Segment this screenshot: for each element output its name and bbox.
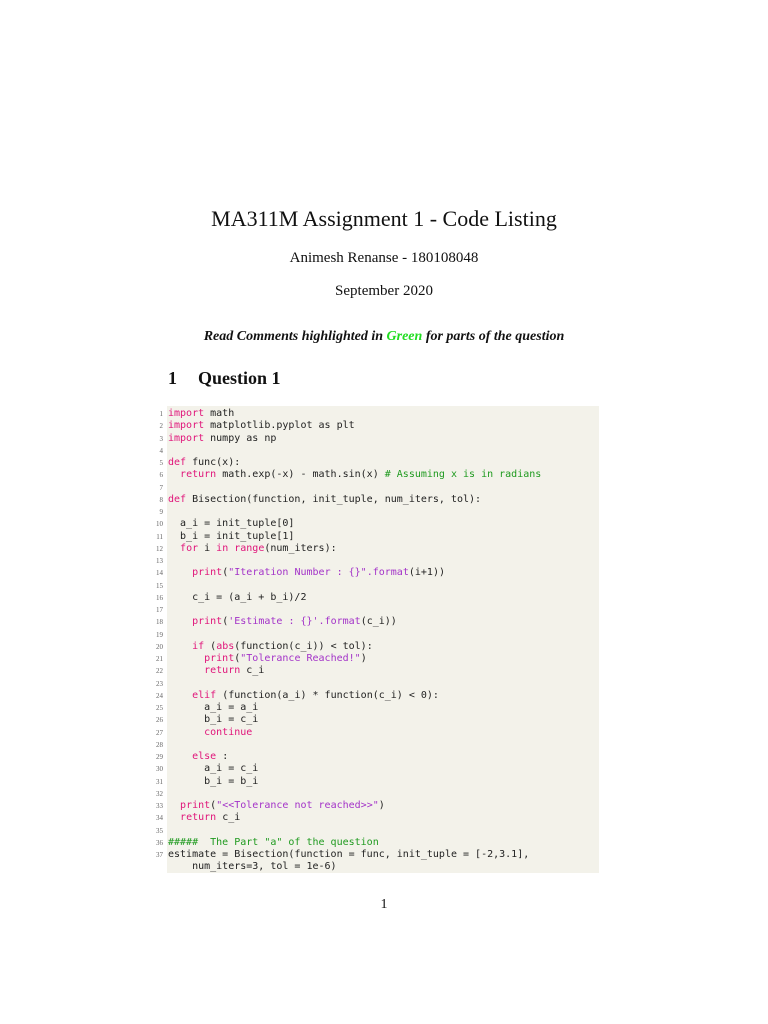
code-text: [168, 776, 258, 788]
code-line: [159, 408, 599, 420]
code-keyword: print: [192, 616, 223, 628]
code-token: [168, 469, 180, 480]
line-number: 33: [156, 802, 163, 810]
line-number: 2: [159, 422, 163, 431]
line-number: 12: [156, 544, 163, 553]
section-heading: [168, 368, 281, 389]
code-string: "<<Tolerance not reached>>": [216, 800, 379, 811]
code-token: (: [222, 567, 229, 579]
line-number: 26: [156, 716, 163, 725]
line-number: 36: [156, 838, 163, 847]
line-number: 23: [156, 679, 163, 688]
code-text: [168, 849, 529, 861]
note-prefix: Read Comments highlighted in: [203, 329, 387, 344]
code-line: [159, 457, 599, 469]
code-line: [156, 629, 599, 641]
code-token: [168, 653, 204, 664]
code-line: [156, 689, 599, 702]
code-keyword: import: [168, 432, 205, 444]
code-line: [159, 493, 599, 506]
line-number: 28: [156, 740, 163, 749]
code-line: [156, 518, 599, 530]
code-token: numpy as np: [204, 432, 277, 444]
code-line: [159, 482, 599, 494]
page-number: 1: [380, 897, 388, 912]
line-number: 20: [156, 642, 163, 651]
code-text: [168, 861, 337, 873]
code-text: [168, 531, 294, 543]
section-title: Question 1: [198, 368, 281, 388]
code-text: [168, 751, 228, 763]
code-line: [156, 775, 599, 788]
code-token: math.exp(-x) - math.sin(x): [216, 469, 385, 481]
code-token: [168, 751, 192, 762]
line-number: 27: [156, 728, 163, 737]
code-line: [156, 555, 599, 567]
code-keyword: continue: [204, 726, 253, 738]
code-keyword: import: [168, 408, 205, 419]
code-line: [156, 702, 599, 714]
code-line: [159, 432, 599, 445]
code-token: [168, 665, 204, 676]
code-text: [168, 457, 240, 469]
line-number: 21: [156, 655, 163, 663]
line-number: 18: [156, 618, 163, 627]
line-number: 6: [159, 471, 163, 480]
line-number: 3: [159, 434, 163, 443]
line-number: 19: [156, 630, 163, 639]
line-number: 35: [156, 826, 163, 835]
code-line: [156, 580, 599, 592]
code-token: ): [360, 653, 367, 664]
instruction-note: [0, 329, 768, 345]
code-text: [168, 518, 294, 530]
line-number: 8: [159, 495, 163, 504]
code-line: [156, 665, 599, 677]
line-number: 22: [156, 667, 163, 676]
line-number: 15: [156, 581, 163, 590]
code-token: [168, 800, 180, 811]
document-title: MA311M Assignment 1 - Code Listing: [211, 206, 557, 231]
code-string: "Iteration Number : {}".format: [228, 567, 409, 579]
code-keyword: return: [204, 665, 241, 677]
line-number: 13: [156, 557, 163, 565]
line-number: 31: [156, 777, 163, 786]
line-number: 4: [159, 446, 163, 455]
code-line: [159, 420, 599, 432]
code-keyword: def: [168, 493, 187, 505]
code-text: [168, 727, 252, 739]
code-keyword: print: [192, 567, 223, 579]
code-token: matplotlib.pyplot as plt: [204, 420, 355, 432]
code-comment: ##### The Part "a" of the question: [168, 836, 379, 848]
code-line: [156, 567, 599, 579]
code-token: :: [216, 751, 229, 762]
code-line: [156, 788, 599, 800]
line-number: 34: [156, 814, 163, 823]
code-line: [159, 469, 599, 481]
code-token: (function(c_i)) < tol):: [234, 640, 373, 652]
code-token: (i+1)): [408, 567, 445, 579]
note-highlight-green: Green: [386, 329, 423, 344]
code-token: c_i: [240, 665, 265, 677]
code-text: [168, 408, 234, 420]
code-line: [156, 530, 599, 543]
code-token: c_i: [216, 812, 241, 824]
code-token: (: [210, 800, 217, 811]
code-token: b_i = c_i: [168, 714, 259, 726]
line-number: 37: [156, 851, 163, 859]
code-text: [168, 837, 379, 849]
code-keyword: elif: [192, 689, 217, 701]
code-keyword: print: [204, 653, 235, 664]
code-text: [168, 763, 258, 775]
code-token: ): [378, 800, 385, 811]
code-text: [168, 420, 355, 432]
code-token: math: [204, 408, 235, 419]
code-line: [156, 653, 599, 665]
document-date: September 2020: [335, 283, 433, 299]
code-text: [168, 690, 439, 702]
code-line: [156, 726, 599, 739]
line-number: 1: [159, 410, 163, 418]
code-text: [168, 641, 373, 653]
code-token: (: [234, 653, 241, 664]
code-text: [168, 433, 276, 445]
code-token: (c_i)): [360, 616, 397, 628]
code-line: [156, 542, 599, 555]
line-number: 10: [156, 520, 163, 529]
code-keyword: return: [180, 469, 217, 481]
code-token: (: [204, 640, 217, 652]
code-line: [156, 604, 599, 616]
code-keyword: abs: [216, 640, 235, 652]
line-number: 17: [156, 606, 163, 614]
code-token: (: [222, 616, 229, 628]
code-text: [168, 616, 397, 628]
code-line: [159, 445, 599, 457]
line-number: 11: [156, 532, 163, 541]
code-text: [168, 543, 337, 555]
code-line: [156, 616, 599, 628]
code-keyword: for: [180, 542, 199, 554]
code-token: [168, 543, 180, 554]
code-line: [156, 714, 599, 726]
code-line: [156, 739, 599, 751]
code-line: [156, 812, 599, 824]
code-text: [168, 702, 258, 714]
code-keyword: import: [168, 420, 205, 432]
section-number: 1: [168, 368, 177, 388]
code-keyword: def: [168, 457, 187, 468]
line-number: 32: [156, 789, 163, 798]
code-token: Bisection(function, init_tuple, num_iters, tol):: [186, 493, 482, 505]
document-author: Animesh Renanse - 180108048: [289, 250, 479, 266]
code-text: [168, 653, 367, 665]
code-keyword: in: [216, 542, 229, 554]
code-text: [168, 812, 240, 824]
code-token: num_iters=3, tol = 1e-6): [168, 861, 337, 873]
code-line: [159, 506, 599, 518]
code-token: func(x):: [186, 457, 241, 468]
code-token: (function(a_i) * function(c_i) < 0):: [216, 689, 439, 701]
code-token: [168, 567, 192, 578]
code-keyword: else: [192, 751, 217, 762]
code-line: [156, 763, 599, 775]
note-suffix: for parts of the question: [422, 329, 565, 344]
code-text: [168, 714, 258, 726]
code-line: [156, 640, 599, 653]
code-token: a_i = c_i: [168, 763, 259, 775]
code-line: [156, 678, 599, 690]
code-token: [168, 616, 192, 627]
line-number: 30: [156, 765, 163, 774]
code-string: "Tolerance Reached!": [240, 653, 361, 664]
code-text: [168, 800, 385, 812]
code-keyword: range: [234, 542, 265, 554]
line-number: 16: [156, 593, 163, 602]
code-token: [168, 690, 192, 701]
code-token: a_i = init_tuple[0]: [168, 518, 295, 530]
code-token: [168, 812, 180, 823]
code-token: (num_iters):: [264, 542, 337, 554]
code-comment: # Assuming x is in radians: [384, 469, 542, 481]
code-string: 'Estimate : {}'.format: [228, 616, 361, 628]
code-token: i: [198, 542, 217, 554]
code-line: [156, 825, 599, 837]
code-text: [168, 665, 264, 677]
code-listing: [156, 406, 599, 873]
code-token: b_i = b_i: [168, 775, 259, 787]
code-token: [168, 727, 204, 738]
code-token: b_i = init_tuple[1]: [168, 530, 295, 542]
code-token: a_i = a_i: [168, 702, 259, 713]
code-text: [168, 469, 541, 481]
code-text: [168, 592, 306, 604]
code-token: estimate = Bisection(function = func, init_tuple = [-2,3.1],: [168, 849, 530, 860]
line-number: 24: [156, 691, 163, 700]
code-line: [156, 836, 599, 849]
code-line: [156, 751, 599, 763]
code-keyword: print: [180, 800, 211, 811]
code-line: [156, 591, 599, 604]
code-line: [167, 861, 599, 873]
code-text: [168, 567, 445, 579]
code-keyword: if: [192, 640, 205, 652]
code-keyword: return: [180, 812, 217, 824]
code-line: [156, 849, 599, 861]
code-line: [156, 800, 599, 812]
line-number: 25: [156, 704, 163, 712]
code-token: [168, 641, 192, 652]
line-number: 14: [156, 569, 163, 578]
line-number: 7: [159, 483, 163, 492]
code-text: [168, 494, 481, 506]
line-number: 9: [159, 508, 163, 516]
code-token: c_i = (a_i + b_i)/2: [168, 591, 307, 603]
line-number: 5: [159, 459, 163, 467]
line-number: 29: [156, 753, 163, 761]
